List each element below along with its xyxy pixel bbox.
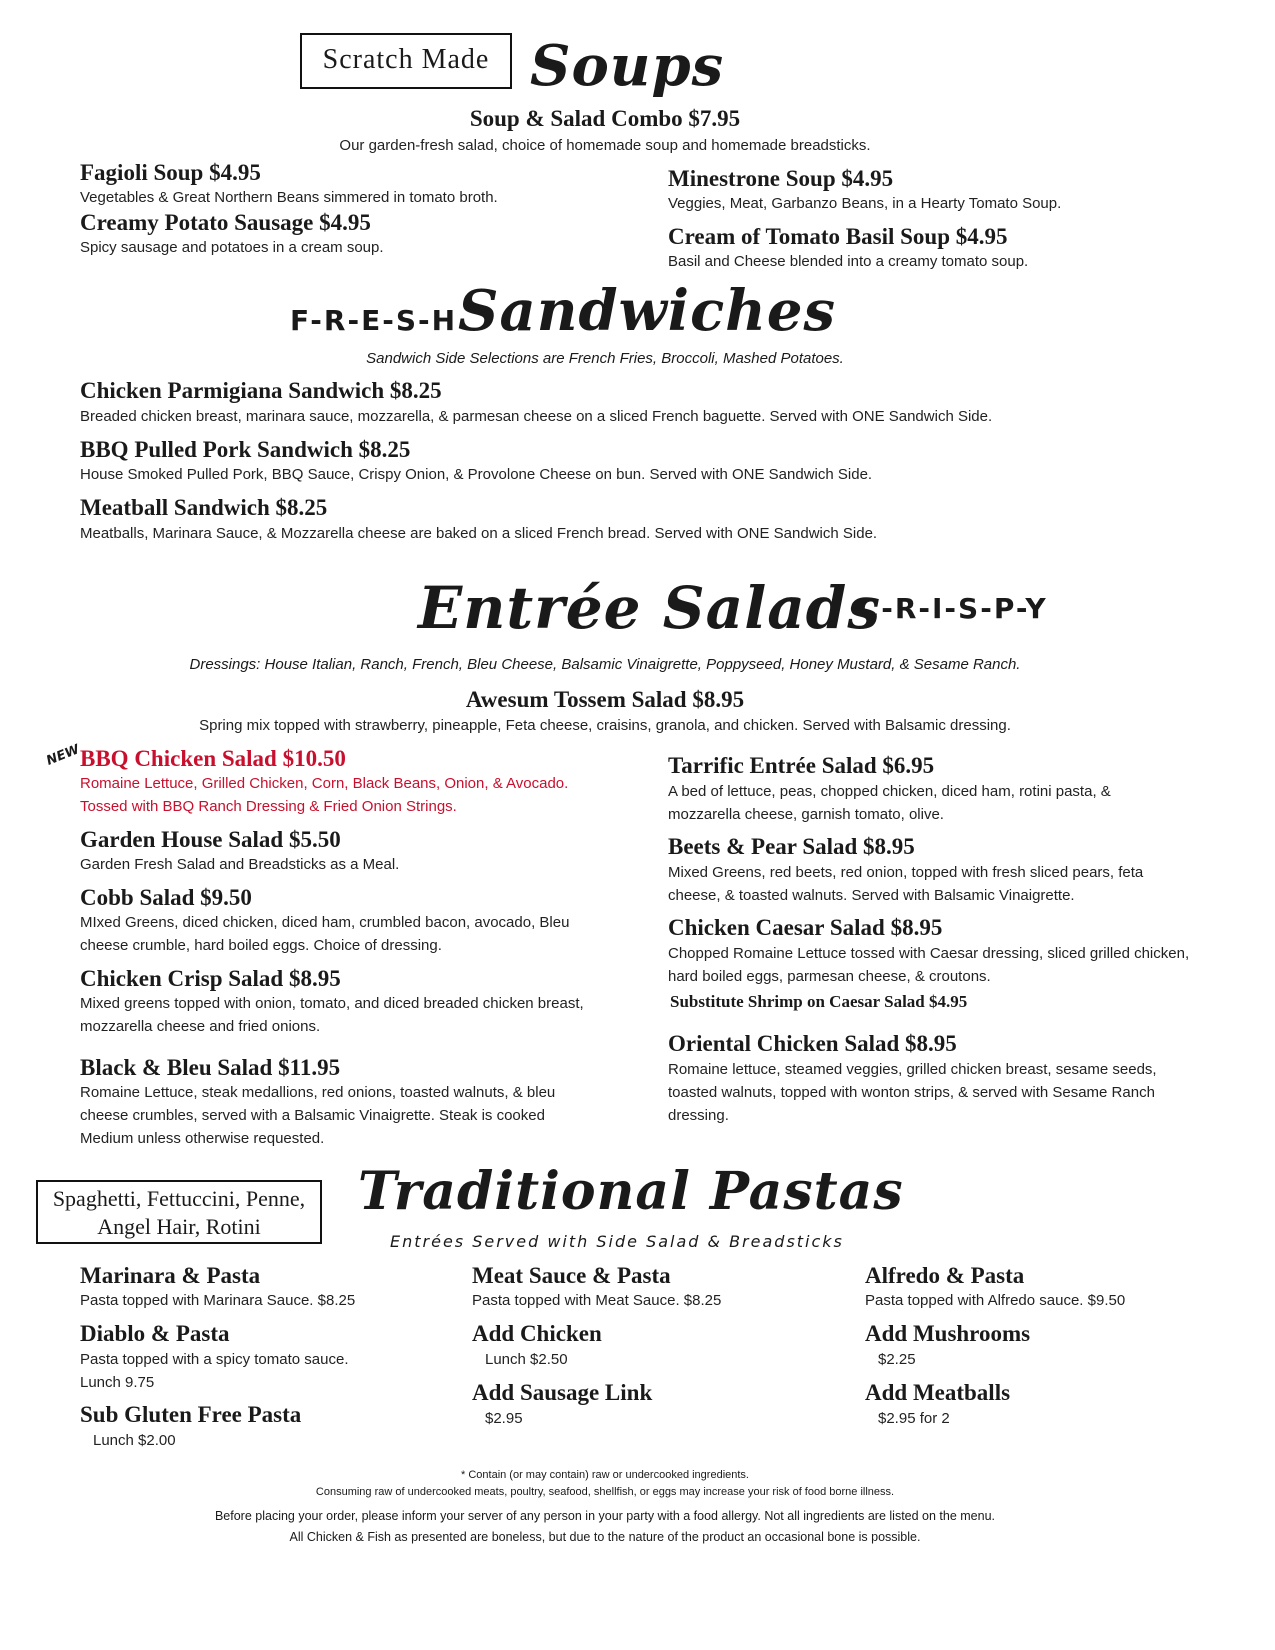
menu-item-name: Tarrific Entrée Salad $6.95	[668, 753, 935, 778]
menu-item-desc: Basil and Cheese blended into a creamy tomato soup.	[668, 253, 1029, 270]
soup-salad-combo-title: Soup & Salad Combo $7.95	[469, 106, 741, 131]
menu-item-name: Oriental Chicken Salad $8.95	[668, 1031, 957, 1056]
menu-item-name: Beets & Pear Salad $8.95	[668, 834, 915, 859]
menu-item-name: Add Mushrooms	[865, 1321, 1031, 1346]
menu-item-name: Fagioli Soup $4.95	[80, 160, 261, 185]
menu-item-name: Marinara & Pasta	[80, 1263, 261, 1288]
traditional-pastas-heading: Traditional Pastas	[358, 1161, 904, 1222]
menu-item-name: Meatball Sandwich $8.25	[80, 495, 328, 520]
menu-item-desc: Romaine Lettuce, Grilled Chicken, Corn, Black Beans, Onion, & Avocado.	[80, 775, 569, 792]
menu-item-name: Cream of Tomato Basil Soup $4.95	[668, 224, 1008, 249]
menu-item-desc: Pasta topped with Meat Sauce. $8.25	[472, 1292, 722, 1309]
menu-item-desc: Tossed with BBQ Ranch Dressing & Fried Onion Strings.	[80, 798, 457, 815]
menu-item-desc: Pasta topped with a spicy tomato sauce.	[80, 1351, 349, 1368]
menu-item-name: Add Chicken	[472, 1321, 602, 1346]
menu-item-name: Add Meatballs	[865, 1380, 1011, 1405]
menu-item-desc: Lunch $2.50	[485, 1351, 568, 1368]
menu-item-desc: Breaded chicken breast, marinara sauce, mozzarella, & parmesan cheese on a sliced French baguette. Served with ONE Sandwich Side.	[80, 408, 993, 425]
menu-item-desc: House Smoked Pulled Pork, BBQ Sauce, Crispy Onion, & Provolone Cheese on bun. Served with ONE Sandwich Side.	[80, 466, 873, 483]
menu-item-desc: mozzarella cheese and fried onions.	[80, 1018, 321, 1035]
menu-item-name: Minestrone Soup $4.95	[668, 166, 894, 191]
pastas-subtitle: Entrées Served with Side Salad & Breadsticks	[390, 1232, 844, 1251]
featured-salad-title: Awesum Tossem Salad $8.95	[465, 687, 745, 712]
menu-item-name: Chicken Parmigiana Sandwich $8.25	[80, 378, 442, 403]
menu-item-desc: $2.95	[485, 1410, 523, 1427]
menu-item-desc: Veggies, Meat, Garbanzo Beans, in a Hearty Tomato Soup.	[668, 195, 1062, 212]
new-badge: NEW	[44, 742, 82, 769]
entree-salads-heading: Entrée Salads	[418, 574, 882, 642]
menu-item-name: Meat Sauce & Pasta	[472, 1263, 671, 1288]
menu-item-desc: Garden Fresh Salad and Breadsticks as a Meal.	[80, 856, 400, 873]
menu-item-desc: Chopped Romaine Lettuce tossed with Caesar dressing, sliced grilled chicken,	[668, 945, 1190, 962]
menu-item-desc: Pasta topped with Alfredo sauce. $9.50	[865, 1292, 1126, 1309]
menu-item-desc: Romaine Lettuce, steak medallions, red onions, toasted walnuts, & bleu	[80, 1084, 556, 1101]
menu-item-name: BBQ Pulled Pork Sandwich $8.25	[80, 437, 411, 462]
menu-item-name: Chicken Crisp Salad $8.95	[80, 966, 341, 991]
menu-item-desc: Romaine lettuce, steamed veggies, grilled chicken breast, sesame seeds,	[668, 1061, 1157, 1078]
menu-item-name: Chicken Caesar Salad $8.95	[668, 915, 943, 940]
menu-item-desc: cheese, & toasted walnuts. Served with Balsamic Vinaigrette.	[668, 887, 1075, 904]
menu-item-name: Alfredo & Pasta	[865, 1263, 1025, 1288]
pasta-types-box	[36, 1180, 322, 1244]
fresh-tag: F-R-E-S-H	[290, 304, 458, 337]
menu-item-desc: Pasta topped with Marinara Sauce. $8.25	[80, 1292, 356, 1309]
menu-item-desc: Mixed greens topped with onion, tomato, and diced breaded chicken breast,	[80, 995, 584, 1012]
menu-item-desc: MIxed Greens, diced chicken, diced ham, crumbled bacon, avocado, Bleu	[80, 914, 570, 931]
menu-item-desc: Lunch $2.00	[93, 1432, 176, 1449]
footer-consumption-warning: Consuming raw of undercooked meats, poultry, seafood, shellfish, or eggs may increase your risk of food borne illness.	[315, 1486, 895, 1498]
menu-item-desc: A bed of lettuce, peas, chopped chicken, diced ham, rotini pasta, &	[668, 783, 1111, 800]
menu-item-desc: cheese crumbles, served with a Balsamic Vinaigrette. Steak is cooked	[80, 1107, 545, 1124]
menu-item-name: Black & Bleu Salad $11.95	[80, 1055, 341, 1080]
menu-item-desc: hard boiled eggs, parmesan cheese, & croutons.	[668, 968, 991, 985]
menu-item-name: Creamy Potato Sausage $4.95	[80, 210, 371, 235]
menu-item-name: BBQ Chicken Salad $10.50	[80, 746, 346, 771]
footer-allergy-note: Before placing your order, please inform your server of any person in your party with a food allergy. Not all ingredients are listed on the menu.	[214, 1509, 996, 1523]
menu-item-desc: cheese crumble, hard boiled eggs. Choice of dressing.	[80, 937, 442, 954]
menu-item-desc: $2.95 for 2	[878, 1410, 950, 1427]
menu-item-desc: $2.25	[878, 1351, 916, 1368]
substitute-shrimp-note: Substitute Shrimp on Caesar Salad $4.95	[670, 992, 968, 1011]
menu-item-name: Diablo & Pasta	[80, 1321, 230, 1346]
menu-item-desc: mozzarella cheese, garnish tomato, olive.	[668, 806, 944, 823]
dressings-note: Dressings: House Italian, Ranch, French, Bleu Cheese, Balsamic Vinaigrette, Poppyseed, Honey Mustard, & Sesame Ranch.	[189, 656, 1021, 673]
soups-heading: Soups	[530, 33, 725, 99]
menu-item-desc: toasted walnuts, topped with wonton strips, & served with Sesame Ranch	[668, 1084, 1155, 1101]
menu-item-desc: dressing.	[668, 1107, 729, 1124]
menu-item-name: Cobb Salad $9.50	[80, 885, 252, 910]
scratch-made-tag: Scratch Made	[300, 33, 512, 89]
menu-item-name: Add Sausage Link	[472, 1380, 653, 1405]
sandwich-sides-note: Sandwich Side Selections are French Fries, Broccoli, Mashed Potatoes.	[366, 350, 844, 367]
crispy-tag: C-R-I-S-P-Y	[858, 592, 1048, 625]
pasta-types-line: Spaghetti, Fettuccini, Penne,	[52, 1186, 306, 1211]
footer-raw-note: * Contain (or may contain) raw or undercooked ingredients.	[461, 1469, 749, 1481]
soup-salad-combo-desc: Our garden-fresh salad, choice of homemade soup and homemade breadsticks.	[339, 137, 871, 154]
sandwiches-heading: Sandwiches	[458, 278, 837, 344]
menu-item-desc: Vegetables & Great Northern Beans simmered in tomato broth.	[80, 189, 498, 206]
footer-bone-note: All Chicken & Fish as presented are boneless, but due to the nature of the product an occasional bone is possible.	[289, 1530, 921, 1544]
menu-item-desc: Medium unless otherwise requested.	[80, 1130, 325, 1147]
menu-item-desc: Meatballs, Marinara Sauce, & Mozzarella cheese are baked on a sliced French bread. Served with ONE Sandwich Side.	[80, 525, 878, 542]
pasta-types-line: Angel Hair, Rotini	[97, 1214, 261, 1239]
menu-item-name: Garden House Salad $5.50	[80, 827, 341, 852]
menu-item-name: Sub Gluten Free Pasta	[80, 1402, 302, 1427]
menu-item-desc: Spicy sausage and potatoes in a cream soup.	[80, 239, 384, 256]
featured-salad-desc: Spring mix topped with strawberry, pineapple, Feta cheese, craisins, granola, and chicken. Served with Balsamic dressing.	[199, 717, 1011, 734]
menu-item-desc: Lunch 9.75	[80, 1374, 155, 1391]
menu-item-desc: Mixed Greens, red beets, red onion, topped with fresh sliced pears, feta	[668, 864, 1144, 881]
